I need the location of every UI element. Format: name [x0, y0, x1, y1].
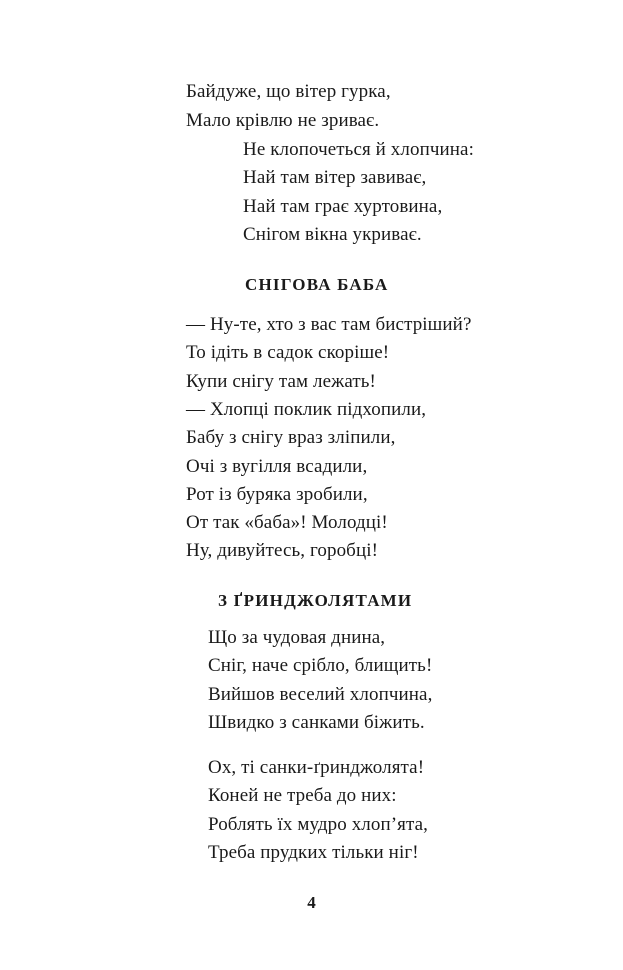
poem-line: Байдуже, що вітер гурка, [186, 81, 391, 102]
poem-line: Най там грає хуртовина, [243, 196, 443, 217]
poem-line: Вийшов веселий хлопчина, [208, 684, 433, 705]
poem-title: З ҐРИНДЖОЛЯТАМИ [218, 591, 413, 610]
poem-line: Ох, ті санки-ґринджолята! [208, 757, 425, 778]
poem-line: Сніг, наче срібло, блищить! [208, 655, 433, 676]
poem-line: Швидко з санками біжить. [208, 712, 425, 733]
poem-line: От так «баба»! Молодці! [186, 512, 388, 533]
poem-line: Мало крівлю не зриває. [186, 110, 380, 131]
poem-line: — Ну-те, хто з вас там бистріший? [186, 314, 472, 335]
poem-line: То ідіть в садок скоріше! [186, 342, 390, 363]
poem-title: СНІГОВА БАБА [245, 275, 389, 294]
poem-line: Рот із буряка зробили, [186, 484, 368, 505]
poem-line: Роблять їх мудро хлоп’ята, [208, 814, 429, 835]
poem-line: Купи снігу там лежать! [186, 371, 376, 392]
poem-line: Треба прудких тільки ніг! [208, 842, 419, 863]
poem-line: Не клопочеться й хлопчина: [243, 139, 474, 160]
poem-line: Очі з вугілля всадили, [186, 456, 368, 477]
poem-line: — Хлопці поклик підхопили, [186, 399, 427, 420]
poem-line: Най там вітер завиває, [243, 167, 427, 188]
poem-line: Коней не треба до них: [208, 785, 397, 806]
poem-line: Що за чудовая днина, [208, 627, 386, 648]
poem-line: Ну, дивуйтесь, горобці! [186, 540, 379, 561]
poem-line: Снігом вікна укриває. [243, 224, 422, 245]
page-number: 4 [307, 893, 316, 912]
poem-line: Бабу з снігу враз зліпили, [186, 427, 396, 448]
